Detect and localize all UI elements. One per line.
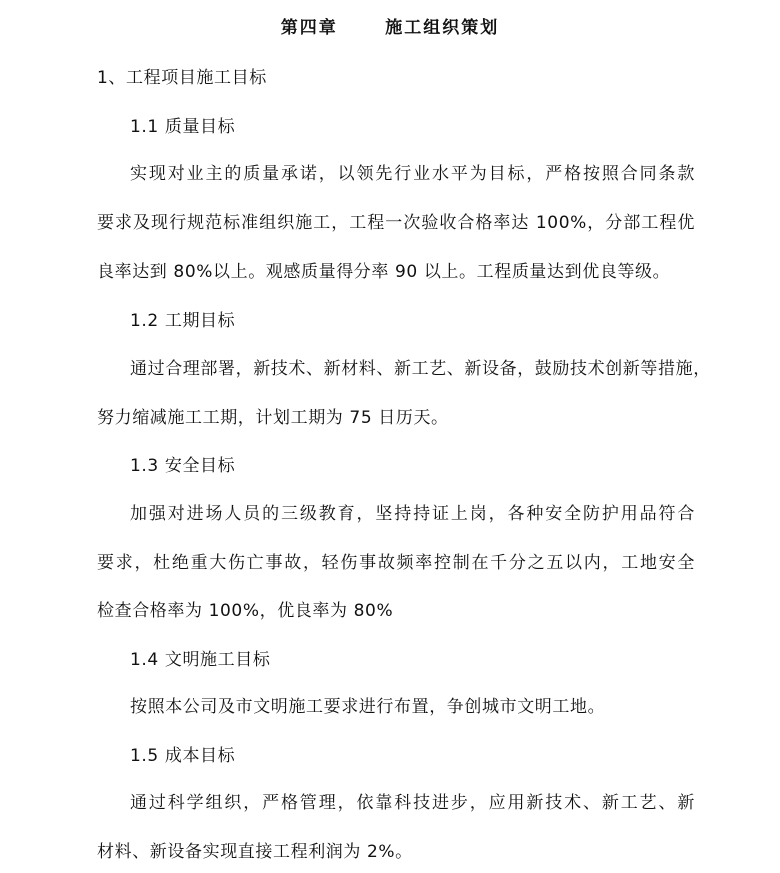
paragraph-line: 实现对业主的质量承诺，以领先行业水平为目标，严格按照合同条款: [130, 164, 695, 184]
chapter-title: 第四章 施工组织策划: [280, 18, 500, 38]
subsection-heading-schedule: 1.2 工期目标: [130, 311, 236, 331]
subsection-heading-civilized-construction: 1.4 文明施工目标: [130, 650, 271, 670]
paragraph-line: 加强对进场人员的三级教育，坚持持证上岗，各种安全防护用品符合: [130, 504, 695, 524]
subsection-heading-quality: 1.1 质量目标: [130, 117, 236, 137]
paragraph-line: 按照本公司及市文明施工要求进行布置，争创城市文明工地。: [130, 697, 606, 717]
subsection-heading-safety: 1.3 安全目标: [130, 456, 236, 476]
subsection-heading-cost: 1.5 成本目标: [130, 746, 236, 766]
paragraph-line: 通过合理部署，新技术、新材料、新工艺、新设备，鼓励技术创新等措施，: [130, 359, 711, 379]
paragraph-line: 要求，杜绝重大伤亡事故，轻伤事故频率控制在千分之五以内，工地安全: [97, 553, 695, 573]
paragraph-line: 通过科学组织，严格管理，依靠科技进步，应用新技术、新工艺、新: [130, 793, 695, 813]
paragraph-line: 检查合格率为 100%，优良率为 80%: [97, 601, 394, 621]
paragraph-line: 努力缩减施工工期，计划工期为 75 日历天。: [97, 408, 449, 428]
section-heading: 1、工程项目施工目标: [97, 68, 267, 88]
paragraph-line: 要求及现行规范标准组织施工，工程一次验收合格率达 100%，分部工程优: [97, 213, 695, 233]
paragraph-line: 材料、新设备实现直接工程利润为 2%。: [97, 842, 413, 862]
paragraph-line: 良率达到 80%以上。观感质量得分率 90 以上。工程质量达到优良等级。: [97, 262, 671, 282]
